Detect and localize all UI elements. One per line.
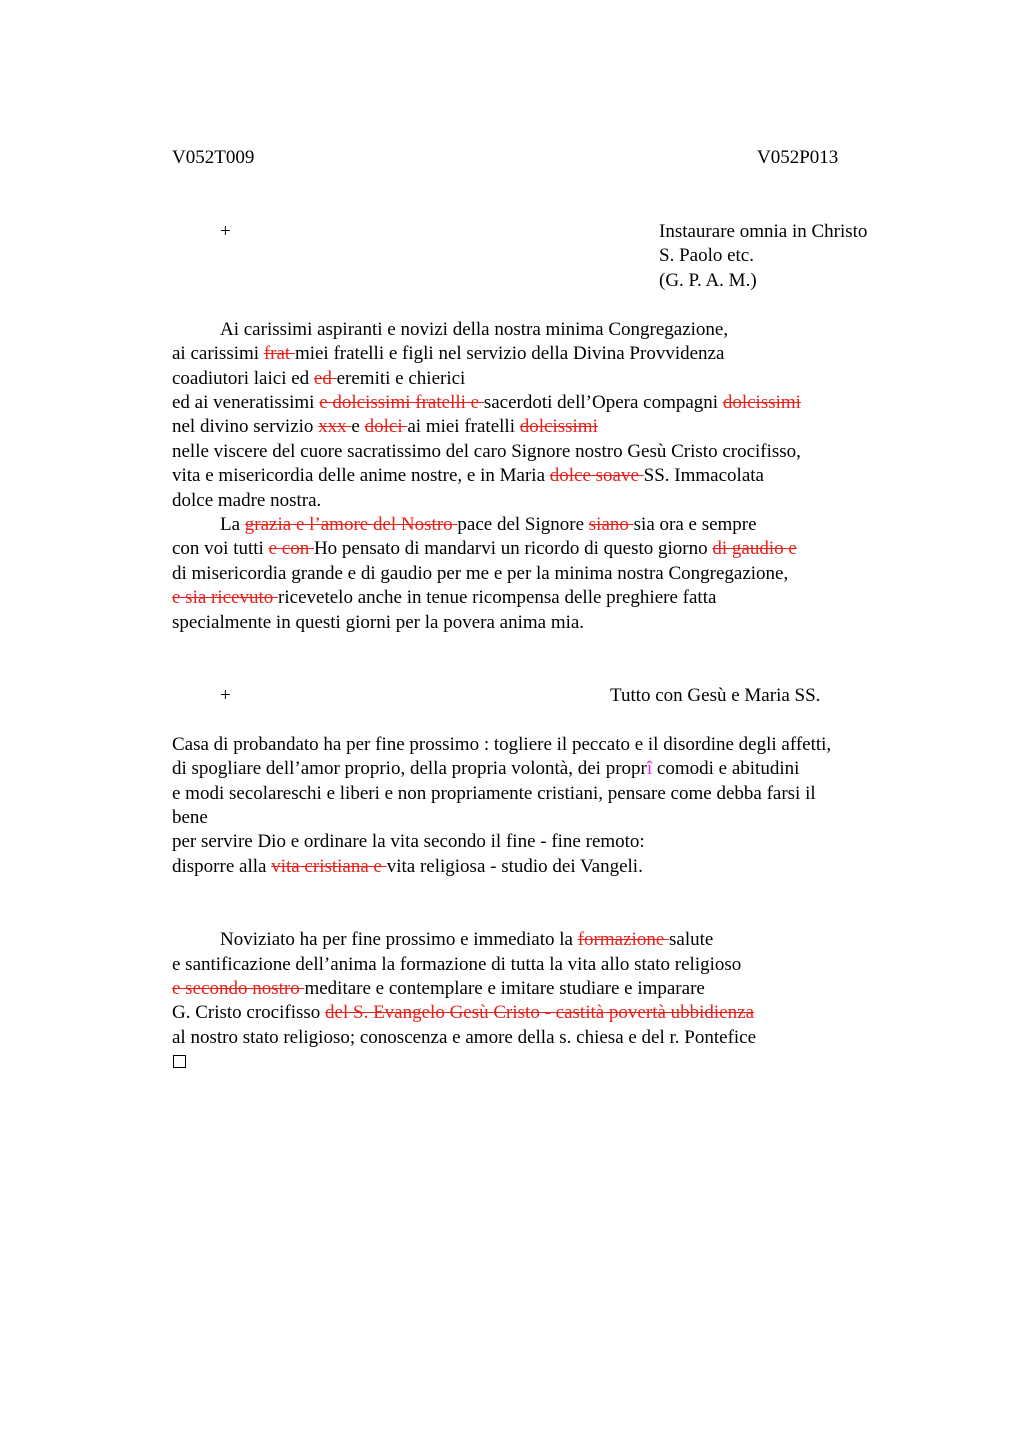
deleted-text: e sia ricevuto: [172, 587, 279, 608]
cross-mark: +: [220, 685, 231, 706]
section-motto: Tutto con Gesù e Maria SS.: [610, 685, 821, 706]
motto-line-2: S. Paolo etc.: [659, 245, 754, 266]
noviziato-line: e secondo nostro meditare e contemplare e imitare studiare e imparare: [172, 978, 705, 999]
probandato-line: Casa di probandato ha per fine prossimo : togliere il peccato e il disordine degli affetti,: [172, 734, 832, 755]
cross-mark: +: [220, 221, 231, 242]
noviziato-line: e santificazione dell’anima la formazione di tutta la vita allo stato religioso: [172, 954, 742, 975]
letter-line: ed ai veneratissimi e dolcissimi fratelli e sacerdoti dell’Opera compagni dolcissimi: [172, 392, 801, 413]
letter-line: nelle viscere del cuore sacratissimo del caro Signore nostro Gesù Cristo crocifisso,: [172, 441, 801, 462]
deleted-text: xxx: [318, 416, 352, 437]
document-code-left: V052T009: [172, 147, 255, 168]
letter-line: di misericordia grande e di gaudio per me e per la minima nostra Congregazione,: [172, 563, 789, 584]
motto-line-1: Instaurare omnia in Christo: [659, 221, 868, 242]
letter-line: e sia ricevuto ricevetelo anche in tenue ricompensa delle preghiere fatta: [172, 587, 717, 608]
letter-line: coadiutori laici ed ed eremiti e chierici: [172, 368, 466, 389]
deleted-text: e dolcissimi fratelli e: [319, 392, 484, 413]
deleted-text: e secondo nostro: [172, 978, 305, 999]
letter-line: dolce madre nostra.: [172, 490, 322, 511]
document-code-right: V052P013: [757, 147, 839, 168]
noviziato-line: Noviziato ha per fine prossimo e immediato la formazione salute: [220, 929, 714, 950]
deleted-text: dolci: [364, 416, 408, 437]
letter-line: specialmente in questi giorni per la povera anima mia.: [172, 612, 585, 633]
deleted-text: di gaudio e: [712, 538, 797, 559]
probandato-line: bene: [172, 807, 208, 828]
letter-line: nel divino servizio xxx e dolci ai miei fratelli dolcissimi: [172, 416, 598, 437]
deleted-text: grazia e l’amore del Nostro: [244, 514, 458, 535]
deleted-text: siano: [588, 514, 634, 535]
motto-line-3: (G. P. A. M.): [659, 270, 757, 291]
inserted-char: î: [646, 758, 653, 779]
letter-line: con voi tutti e con Ho pensato di mandarvi un ricordo di questo giorno di gaudio e: [172, 538, 797, 559]
noviziato-line: G. Cristo crocifisso del S. Evangelo Gesù Cristo - castità povertà ubbidienza: [172, 1002, 755, 1023]
probandato-line: di spogliare dell’amor proprio, della propria volontà, dei proprî comodi e abitudini: [172, 758, 800, 779]
deleted-text: ed: [313, 368, 337, 389]
noviziato-line: al nostro stato religioso; conoscenza e amore della s. chiesa e del r. Pontefice: [172, 1027, 757, 1048]
deleted-text: dolcissimi: [519, 416, 598, 437]
deleted-text: dolcissimi: [722, 392, 801, 413]
deleted-text: del S. Evangelo Gesù Cristo - castità povertà ubbidienza: [325, 1002, 755, 1023]
letter-line: vita e misericordia delle anime nostre, e in Maria dolce soave SS. Immacolata: [172, 465, 764, 486]
deleted-text: dolce soave: [549, 465, 644, 486]
probandato-line: disporre alla vita cristiana e vita religiosa - studio dei Vangeli.: [172, 856, 643, 877]
deleted-text: vita cristiana e: [271, 856, 387, 877]
deleted-text: e con: [268, 538, 314, 559]
deleted-text: formazione: [577, 929, 669, 950]
end-box-symbol: [173, 1055, 186, 1068]
letter-line: La grazia e l’amore del Nostro pace del Signore siano sia ora e sempre: [220, 514, 757, 535]
letter-line: Ai carissimi aspiranti e novizi della nostra minima Congregazione,: [220, 319, 729, 340]
letter-line: ai carissimi frat miei fratelli e figli nel servizio della Divina Provvidenza: [172, 343, 725, 364]
deleted-text: frat: [263, 343, 295, 364]
probandato-line: e modi secolareschi e liberi e non propriamente cristiani, pensare come debba farsi il: [172, 783, 816, 804]
probandato-line: per servire Dio e ordinare la vita secondo il fine - fine remoto:: [172, 831, 645, 852]
